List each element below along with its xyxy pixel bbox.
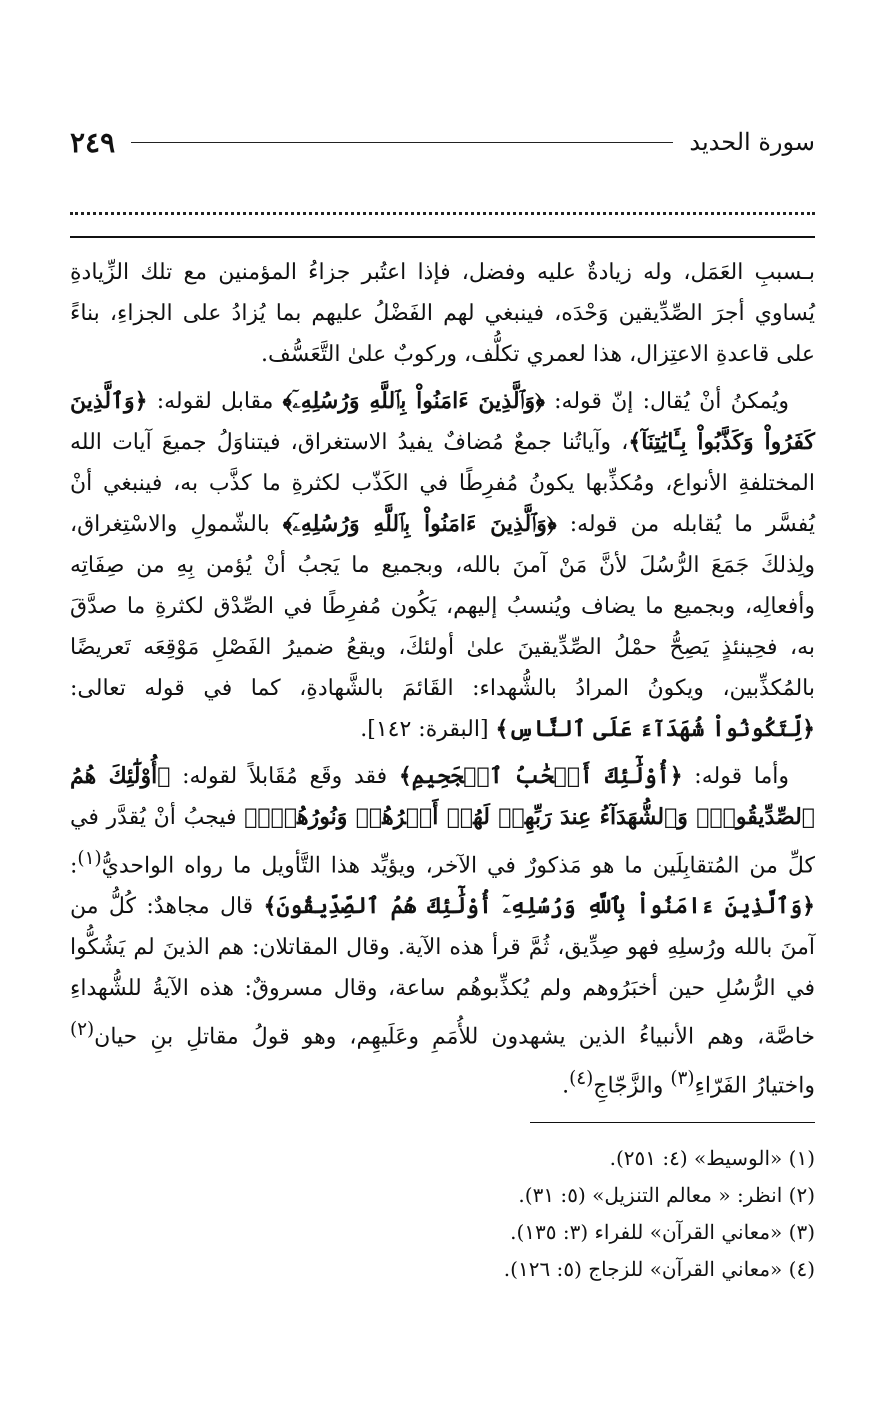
p2-text-e: [البقرة: ١٤٢]. [360,717,496,742]
footnote-2: (٢) انظر: « معالم التنزيل» (٥: ٣١). [518,1183,815,1207]
page-number: ٢٤٩ [70,125,116,159]
quran-quote: ﴿أُوْلَٰٓئِكَ أَصۡحَٰبُ ٱلۡجَحِيمِ﴾ [398,763,683,789]
p3-text-h: . [562,1072,570,1098]
paragraph-1 [70,252,815,375]
p3-text-b: فقد وقَع مُقَابلاً لقوله: [170,764,399,789]
quran-quote: ﴿لِّتَكُونُواْ شُهَدَآءَ عَلَى ٱلنَّاسِ﴾ [495,716,815,742]
quran-quote: ﴿وَٱلَّذِينَ ءَامَنُواْ بِٱللَّهِ وَرُسُلِهِۦٓ أُوْلَٰٓئِكَ هُمُ ٱلصِّدِّيقُونَ﴾ [263,893,815,920]
footnote-1: (١) «الوسيط» (٤: ٢٥١). [609,1146,815,1170]
p3-text-f: واختيارُ الفَرّاءِ [694,1072,815,1098]
surah-title: سورة الحديد [689,128,815,156]
header-rule [70,236,815,238]
p3-text-a: وأما قوله: [682,764,789,789]
quran-quote: ﴿أُوْلَٰٓئِكَ هُمُ ٱلصِّدِّيقُونَۖ وَٱلشُّهَدَآءُ عِندَ رَبِّهِمۡ لَهُمۡ أَجۡرُهُمۡ وَنُورُهُمۡۖ﴾ [70,763,815,830]
footnote-4: (٤) «معاني القرآن» للزجاج (٥: ١٢٦). [503,1257,815,1281]
footnote-3: (٣) «معاني القرآن» للفراء (٣: ١٣٥). [510,1220,815,1244]
p2-text-a: ويُمكنُ أنْ يُقال: إنّ قوله: [544,389,789,414]
footnote-ref: (٤) [569,1067,594,1089]
paragraph-1-text: بـسببِ العَمَل، وله زيادةٌ عليه وفضل، فإذا اعتُبر جزاءُ المؤمنين مع تلك الزِّيادةِ يُساوي أجرَ الصِّدِّيقين وَحْدَه، فينبغي لهم الفَضْلُ عليهم بما يُزادُ على الجزاءِ، بناءً على قاعدةِ الاعتِزال، هذا لعمري تكلُّف، وركوبٌ علىٰ التَّعَسُّف. [70,260,815,367]
page-header [70,122,815,162]
paragraph-2 [70,381,815,750]
footnote-ref: (٣) [670,1067,695,1089]
main-text [70,252,815,1112]
p3-text-d: : [70,853,78,879]
footnote-ref: (١) [77,848,102,869]
quran-quote: ﴿وَٱلَّذِينَ ءَامَنُواْ بِٱللَّهِ وَرُسُلِهِۦٓ﴾ [282,388,545,414]
paragraph-3 [70,756,815,1106]
footnote-rule [530,1122,815,1123]
dotted-separator [70,198,815,215]
footnotes [70,1140,815,1288]
footnote-ref: (٢) [70,1019,95,1041]
quran-quote: ﴿وَٱلَّذِينَ كَفَرُواْ وَكَذَّبُواْ بِـَٔايَٰتِنَآ﴾ [70,388,815,455]
p2-text-d: بالشّمولِ والاسْتِغراق، ولِذلكَ جَمَعَ الرُّسُلَ لأنَّ مَنْ آمنَ بالله، وبجميع ما يَجبُ أنْ يُؤمن بِهِ من صِفَاتِه وأفعالِه، وبجميع ما يضاف ويُنسبُ إليهم، يَكُون مُفرِطًا في الصِّدْق لكثرةِ ما صدَّقَ به، فحِينئذٍ يَصِحُّ حمْلُ الصِّدِّيقينَ علىٰ أولئكَ، ويقعُ ضميرُ الفَصْلِ مَوْقِعَه تَعريضًا بالمُكذِّبين، ويكونُ المرادُ بالشُّهداء: القَائمَ بالشَّهادةِ، كما في قوله تعالى: [70,512,815,701]
p3-text-c: فيجبُ أنْ يُقدَّر في كلِّ من المُتقابِلَين ما هو مَذكورٌ في الآخر، ويؤيِّد هذا التَّأويل ما رواه الواحديُّ [70,805,815,879]
p2-text-b: مقابل لقوله: [147,389,283,414]
p3-text-e: قال مجاهدٌ: كُلُّ من آمنَ بالله ورُسلِهِ فهو صِدِّيق، ثُمَّ قرأ هذه الآية. وقال المقاتلان: هم الذينَ لم يَشُكُّوا في الرُّسُلِ حين أخبَرُوهم ولم يُكذِّبوهُم ساعة، وقال مسروقٌ: هذه الآيةُ للشُّهداءِ خاصَّة، وهم الأنبياءُ الذين يشهدون للأُمَمِ وعَلَيهِم، وهو قولُ مقاتلِ بنِ حيان [70,894,815,1050]
p2-text-c: ، وآياتُنا جمعٌ مُضافٌ يفيدُ الاستغراق، فيتناوَلُ جميعَ آيات الله المختلفةِ الأنواع، ومُكذِّبها يكونُ مُفرِطًا في الكَذّب لكثرةِ ما كذَّب به، فينبغي أنْ يُفسَّر ما يُقابله من قوله: [70,430,815,537]
quran-quote: ﴿وَٱلَّذِينَ ءَامَنُواْ بِٱللَّهِ وَرُسُلِهِۦٓ﴾ [282,511,557,537]
header-line [131,142,673,143]
p3-text-g: والزَّجّاجِ [593,1072,671,1098]
